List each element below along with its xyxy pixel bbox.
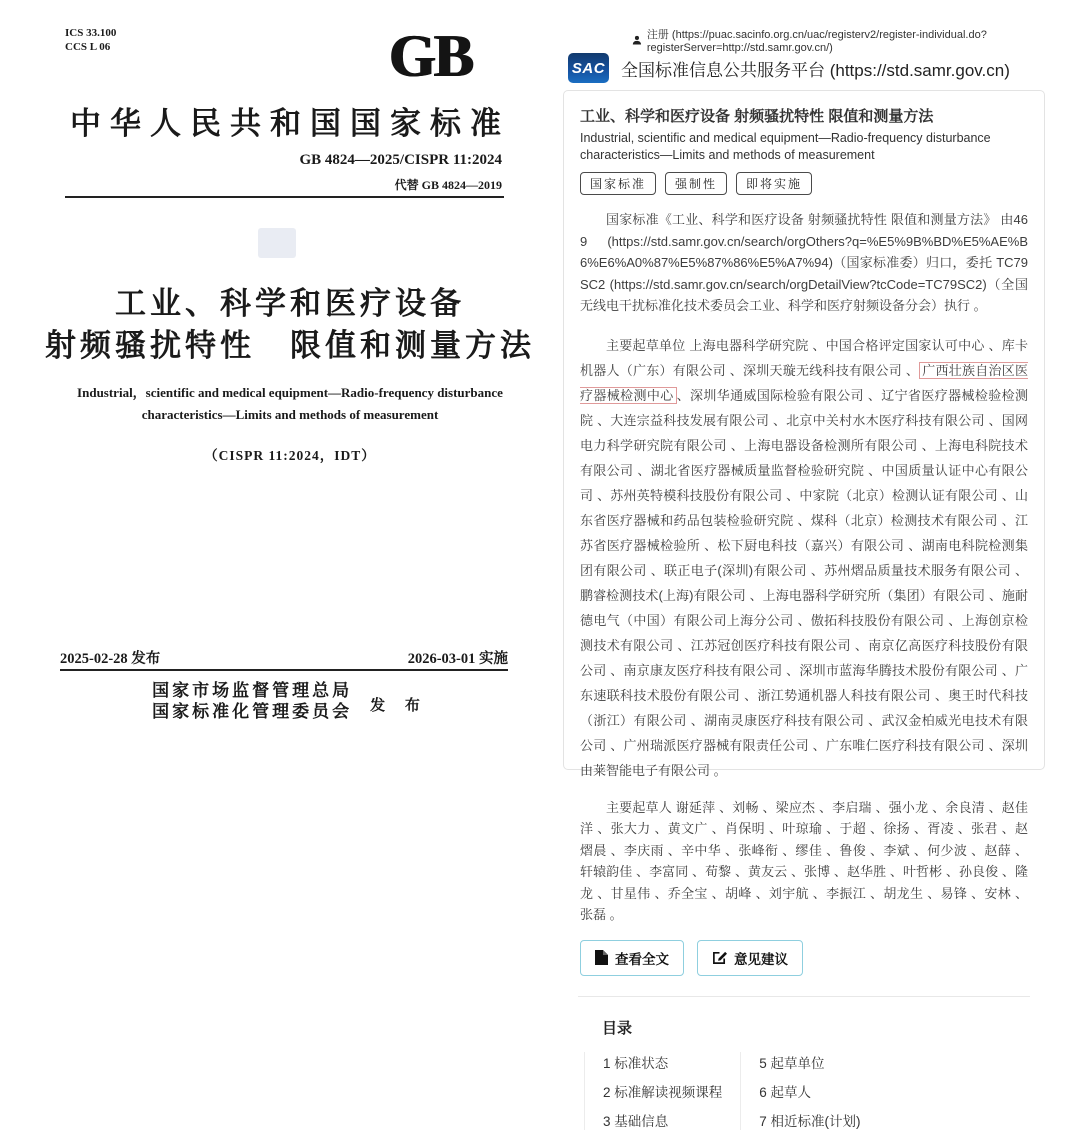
toc-item-video-course[interactable]: 2 标准解读视频课程 [603, 1084, 723, 1100]
site-title-link[interactable]: 全国标准信息公共服务平台 (https://std.samr.gov.cn) [621, 60, 1010, 80]
dates-row [60, 647, 508, 668]
standard-title-en-line1: Industrial，scientific and medical equipment—Radio-frequency disturbance [77, 385, 503, 400]
badge-upcoming: 即将实施 [736, 172, 812, 195]
register-link[interactable] [632, 26, 1080, 54]
publisher-line1: 国家市场监督管理总局 [152, 681, 353, 700]
publish-label: 发 布 [370, 697, 428, 714]
standard-title-en [40, 382, 540, 426]
toc-item-drafting-units[interactable]: 5 起草单位 [759, 1055, 825, 1071]
standard-title-cn-line1: 工业、科学和医疗设备 [115, 286, 465, 321]
content-divider [578, 996, 1030, 997]
footer-divider [60, 669, 508, 671]
standard-number: GB 4824—2025/CISPR 11:2024 [299, 152, 502, 168]
header-divider [65, 196, 504, 198]
publisher-line2: 国家标准化管理委员会 [152, 702, 353, 721]
standard-detail-card [563, 90, 1045, 1129]
faded-stamp [258, 228, 296, 258]
highlighted-organization: 广西壮族自治区医疗器械检测中心 [580, 362, 1028, 403]
site-header [568, 53, 1010, 83]
badge-national-standard: 国家标准 [580, 172, 656, 195]
standard-title-en-line2: characteristics—Limits and methods of measurement [141, 407, 439, 422]
toc-item-basic-info[interactable]: 3 基础信息 [603, 1113, 669, 1129]
national-standard-title: 中华人民共和国国家标准 [70, 106, 510, 141]
sac-logo[interactable]: SAC [568, 53, 609, 83]
view-full-text-button[interactable] [580, 940, 684, 976]
feedback-button[interactable] [697, 940, 803, 976]
document-icon [595, 950, 608, 965]
gb-logo: GB [389, 23, 472, 89]
implementation-date: 2026-03-01 实施 [407, 651, 508, 667]
toc-column-2 [740, 1052, 875, 1130]
toc-item-drafters[interactable]: 6 起草人 [759, 1084, 812, 1100]
toc-heading: 目录 [602, 1019, 633, 1037]
publisher-block [40, 680, 540, 722]
paragraph-drafters: 主要起草人 谢延萍 、刘畅 、梁应杰 、李启瑞 、强小龙 、余良清 、赵佳洋 、张大力 、黄文广 、肖保明 、叶琼瑜 、于超 、徐扬 、胥凌 、张君 、赵熠晨 、李庆雨 、辛中华 、张峰衔 、缪佳 、鲁俊 、李斌 、何少波 、赵薛 、轩辕韵佳 、李富同 、荀黎 、黄友云 、张博 、赵华胜 、叶哲彬 、孙良俊 、隆龙 、甘星伟 、乔全宝 、胡峰 、刘宇航 、李振江 、胡龙生 、易锋 、安林 、张磊 。 [580, 799, 1028, 922]
replaces-note: 代替 GB 4824—2019 [394, 178, 502, 192]
page-subtitle-en: Industrial, scientific and medical equipment—Radio-frequency disturbance characteristics—Limits and methods of measurement [580, 131, 991, 162]
toc-item-similar-standards[interactable]: 7 相近标准(计划) [759, 1113, 861, 1129]
toc [584, 1052, 1028, 1130]
page-title: 工业、科学和医疗设备 射频骚扰特性 限值和测量方法 [580, 108, 934, 125]
ccs-line: CCS L 06 [65, 41, 111, 53]
person-icon [632, 34, 642, 46]
paragraph-drafting-organizations [580, 333, 1028, 783]
ics-line: ICS 33.100 [65, 27, 117, 39]
drafting-orgs-before: 主要起草单位 上海电器科学研究院 、中国合格评定国家认可中心 、库卡机器人（广东）有限公司 、深圳天璇无线科技有限公司 、 [580, 337, 1028, 378]
paragraph-governing-body: 国家标准《工业、科学和医疗设备 射频骚扰特性 限值和测量方法》 由469 (https://std.samr.gov.cn/search/orgOthers?q=%E5%9B%BD%E5%AE%B6%E6%A0%87%E5%87%86%E5%A7%94)（国家标准委）归口，委托 TC79SC2 (https://std.samr.gov.cn/search/orgDetailView?tcCode=TC79SC2)（全国无线电干扰标准化技术委员会工业、科学和医疗射频设备分会）执行 。 [580, 212, 1028, 313]
badge-row [580, 172, 1028, 195]
register-link-label: 注册 (https://puac.sacinfo.org.cn/uac/registerv2/register-individual.do?registerServer=http://std.samr.gov.cn/) [646, 29, 987, 54]
standard-cover-page [40, 16, 540, 760]
feedback-label: 意见建议 [734, 951, 788, 967]
view-full-text-label: 查看全文 [615, 951, 669, 967]
toc-column-1 [585, 1052, 722, 1130]
action-button-row [580, 940, 1028, 976]
ics-classification [65, 26, 116, 54]
issue-date: 2025-02-28 发布 [60, 651, 161, 667]
toc-item-standard-status[interactable]: 1 标准状态 [603, 1055, 669, 1071]
edit-icon [712, 950, 727, 965]
badge-mandatory: 强制性 [665, 172, 727, 195]
idt-note: （CISPR 11:2024，IDT） [204, 448, 376, 463]
drafting-orgs-after: 、深圳华通威国际检验有限公司 、辽宁省医疗器械检验检测院 、大连宗益科技发展有限公司 、北京中关村水木医疗科技有限公司 、国网电力科学研究院有限公司 、上海电器设备检测所有限公司 、上海电科院技术有限公司 、湖北省医疗器械质量监督检验研究院 、中国质量认证中心有限公司 、苏州英特模科技股份有限公司 、中家院（北京）检测认证有限公司 、山东省医疗器械和药品包装检验研究院 、煤科（北京）检测技术有限公司 、江苏省医疗器械检验所 、松下厨电科技（嘉兴）有限公司 、湖南电科院检测集团有限公司 、联正电子(深圳)有限公司 、苏州熠品质量技术服务有限公司 、鹏睿检测技术(上海)有限公司 、上海电器科学研究所（集团）有限公司 、施耐德电气（中国）有限公司上海分公司 、傲拓科技股份有限公司 、上海创京检测技术有限公司 、江苏冠创医疗科技有限公司 、南京亿高医疗科技股份有限公司 、南京康友医疗科技有限公司 、深圳市蓝海华腾技术股份有限公司 、广东速联科技术股份有限公司 、浙江势通机器人科技有限公司 、奥王时代科技（浙江）有限公司 、湖南灵康医疗科技有限公司 、武汉金柏威光电技术有限公司 、广州瑞派医疗器械有限责任公司 、广东唯仁医疗科技有限公司 、深圳由莱智能电子有限公司 。 [580, 387, 1028, 778]
standard-title-cn-line2: 射频骚扰特性 限值和测量方法 [45, 328, 535, 363]
